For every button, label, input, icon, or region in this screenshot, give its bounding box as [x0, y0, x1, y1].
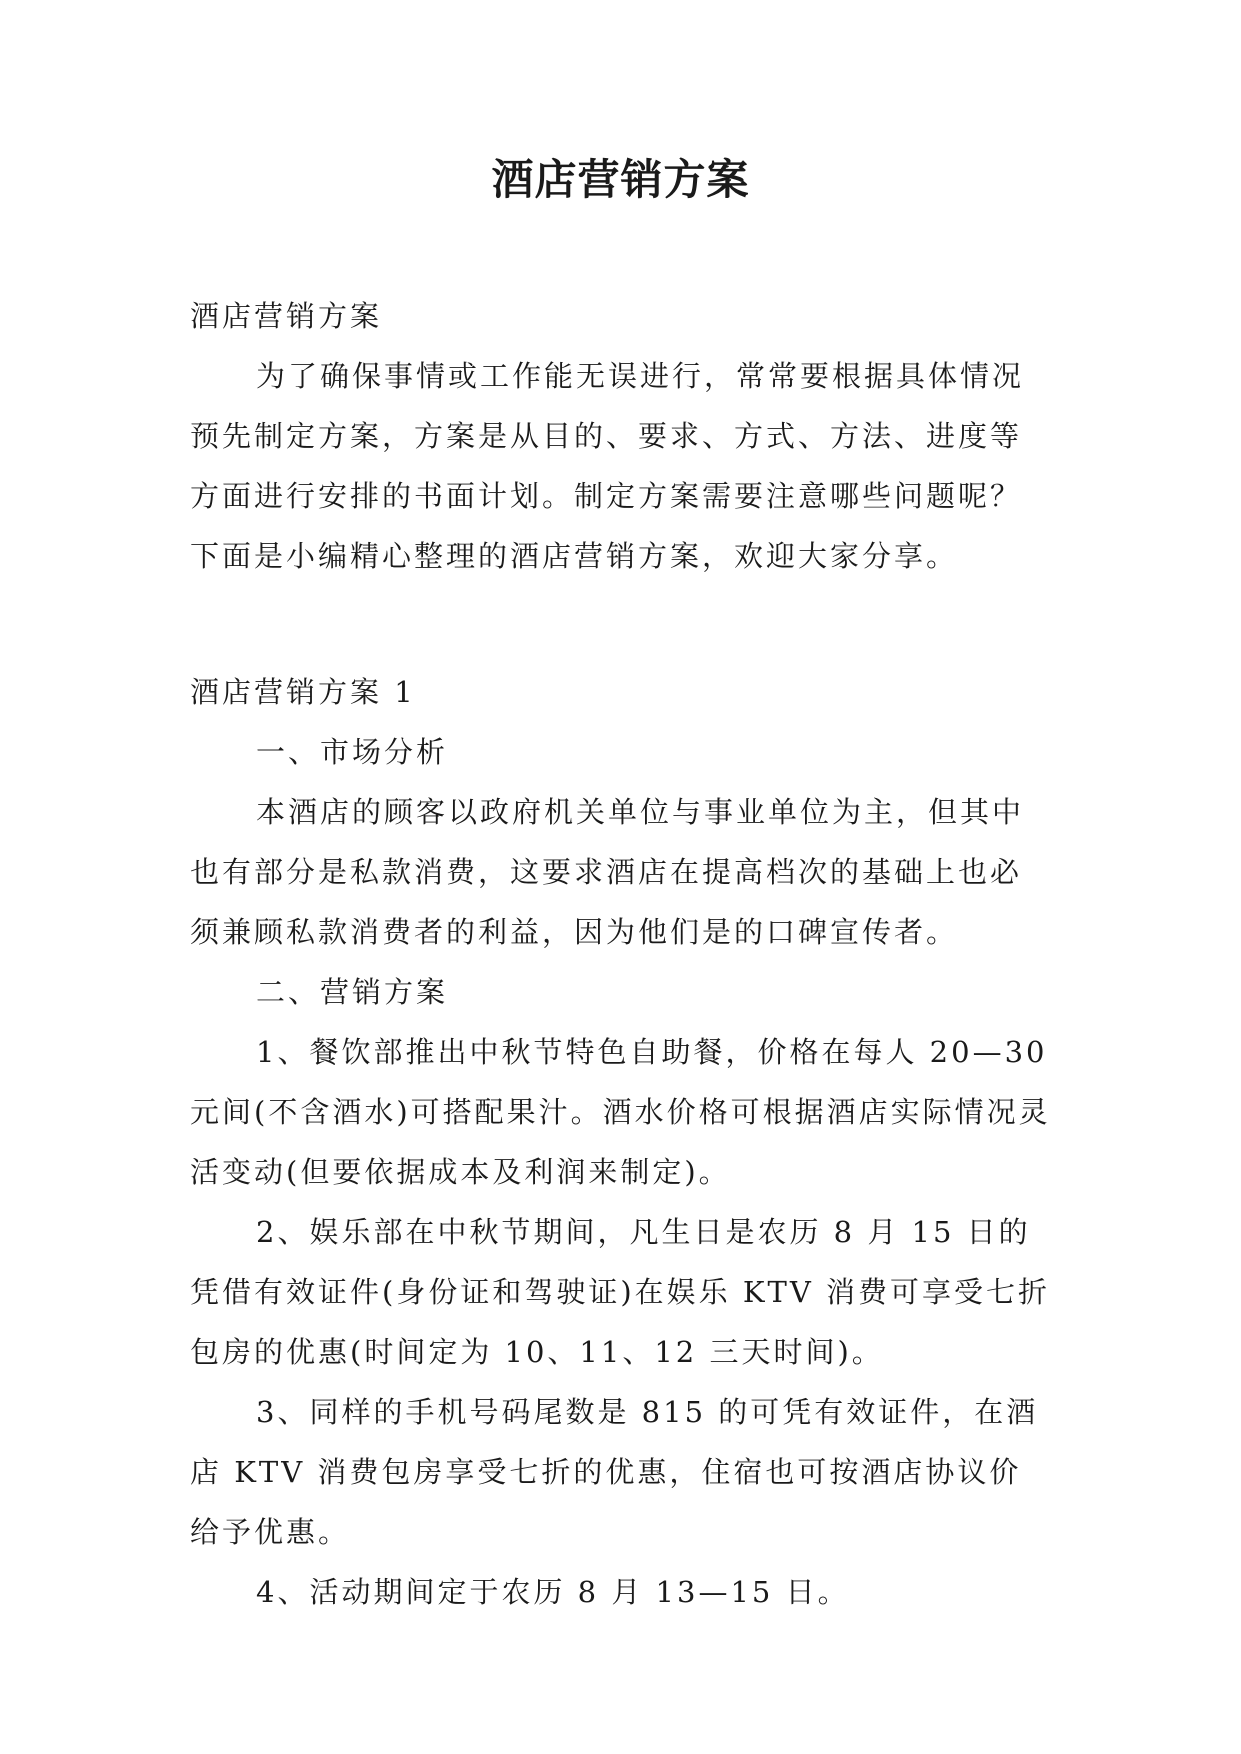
plan-item: 1、餐饮部推出中秋节特色自助餐，价格在每人 20—30 元间(不含酒水)可搭配果汁。酒水价格可根据酒店实际情况灵活变动(但要依据成本及利润来制定)。	[190, 1035, 1051, 1189]
section-heading: 酒店营销方案 1	[190, 675, 416, 709]
marketing-plan-heading: 二、营销方案	[256, 975, 449, 1009]
intro-paragraph: 为了确保事情或工作能无误进行，常常要根据具体情况预先制定方案，方案是从目的、要求、方式、方法、进度等方面进行安排的书面计划。制定方案需要注意哪些问题呢？下面是小编精心整理的酒店营销方案，欢迎大家分享。	[190, 359, 1025, 573]
plan-item: 2、娱乐部在中秋节期间，凡生日是农历 8 月 15 日的凭借有效证件(身份证和驾驶证)在娱乐 KTV 消费可享受七折包房的优惠(时间定为 10、11、12 三天时间)。	[190, 1215, 1051, 1369]
market-analysis-heading: 一、市场分析	[256, 735, 449, 769]
market-analysis-paragraph: 本酒店的顾客以政府机关单位与事业单位为主，但其中也有部分是私款消费，这要求酒店在提高档次的基础上也必须兼顾私款消费者的利益，因为他们是的口碑宣传者。	[190, 795, 1025, 949]
document-body	[190, 286, 1052, 1622]
intro-heading: 酒店营销方案	[190, 299, 383, 333]
document-title: 酒店营销方案	[491, 155, 750, 204]
plan-item: 3、同样的手机号码尾数是 815 的可凭有效证件，在酒店 KTV 消费包房享受七折的优惠，住宿也可按酒店协议价给予优惠。	[190, 1395, 1039, 1549]
plan-item: 4、活动期间定于农历 8 月 13—15 日。	[256, 1575, 850, 1609]
